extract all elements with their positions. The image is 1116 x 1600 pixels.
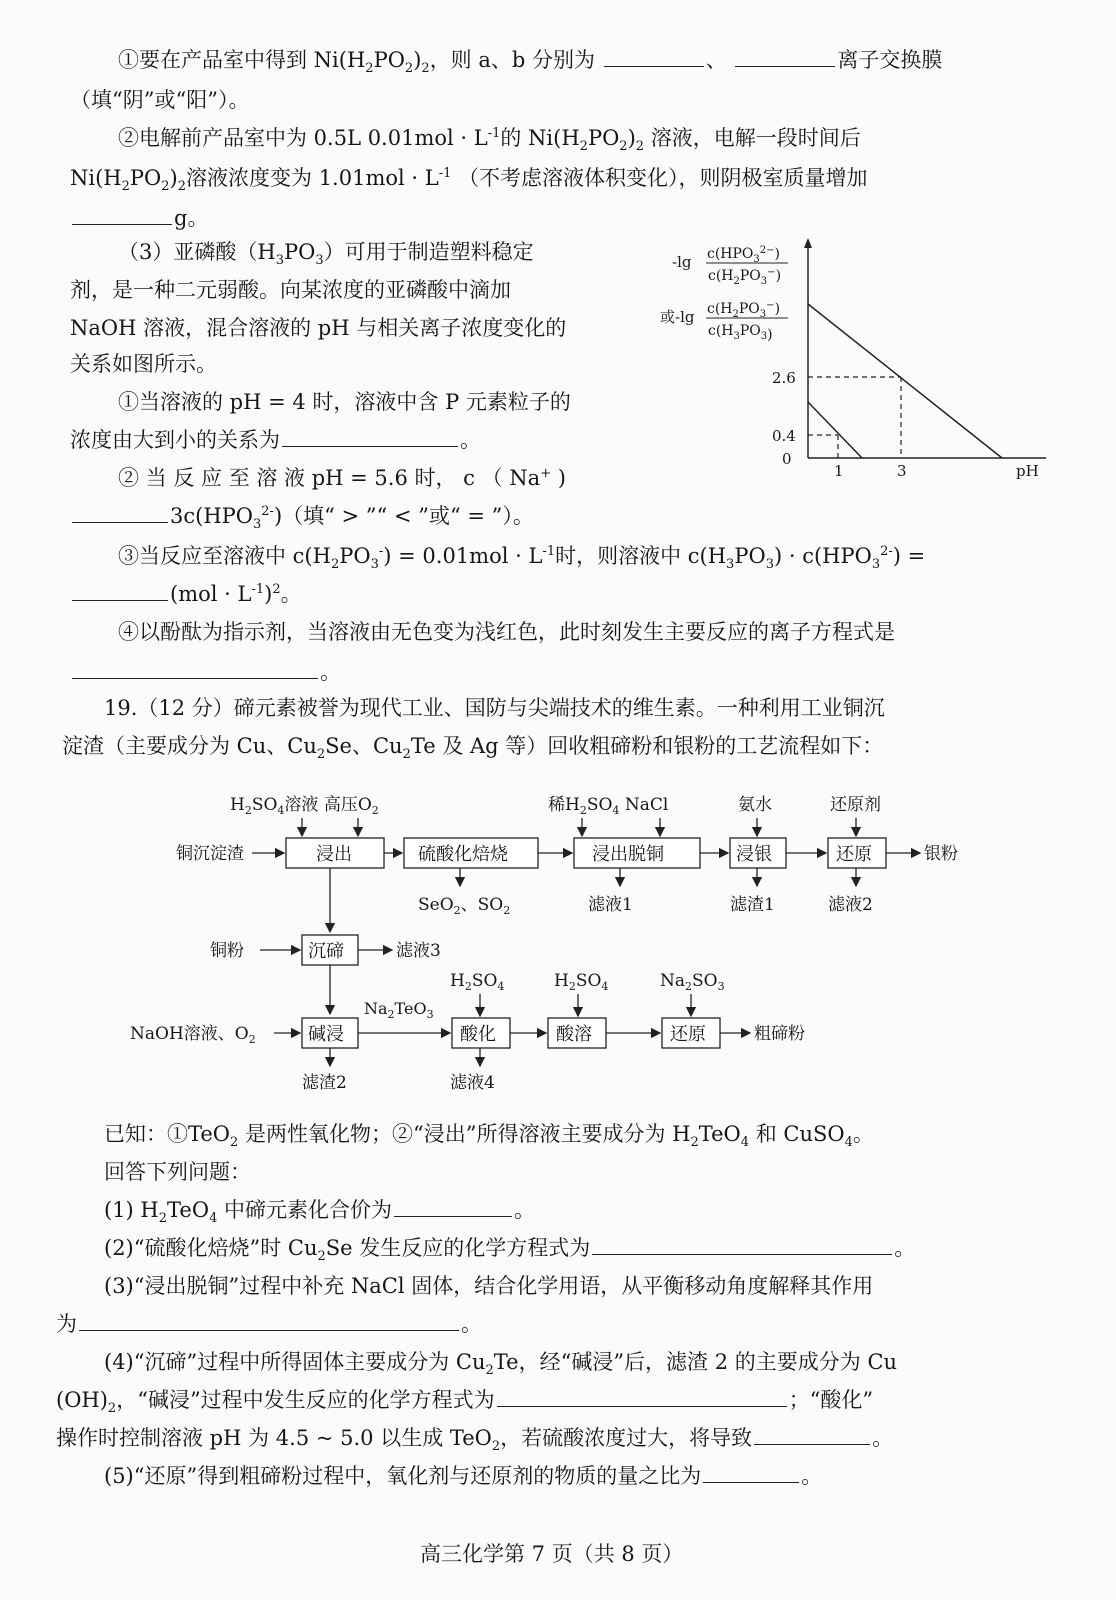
sub-q4: (4)“沉碲”过程中所得固体主要成分为 $Cu_2Te$，经“碱浸”后，滤渣 2 的主要成分为 Cu — [104, 1350, 898, 1379]
y-tick-2-6: 2.6 — [772, 369, 796, 387]
answer-blank-b[interactable] — [735, 46, 835, 67]
sub-q4-line3: 操作时控制溶液 pH 为 4.5 ~ 5.0 以生成 TeO$_2$，若硫酸浓度过大，将导致 。 — [56, 1426, 894, 1455]
p3-line-3: NaOH 溶液，混合溶液的 pH 与相关离子浓度变化的 — [70, 316, 567, 340]
q-line-5: g。 — [70, 204, 208, 232]
output-filtrate-4: 滤液4 — [450, 1073, 495, 1093]
input-copper-slag: 铜沉淀渣 — [176, 844, 244, 864]
box-roast-label: 硫酸化焙烧 — [418, 844, 508, 865]
reagent-naoh-o2: NaOH溶液、$O_2$ — [130, 1024, 256, 1046]
ylabel-1-text: -lg — [672, 253, 692, 271]
box-reduce-2-label: 还原 — [670, 1024, 706, 1045]
ylabel-2-num: $c(H_2PO_3^-)$ — [707, 300, 781, 320]
reagent-na2so3: $Na_2SO_3$ — [660, 971, 725, 993]
p3-line-9: ③当反应至溶液中 $c(H_2PO_3^-) = 0.01mol \cdot L^{-1}$时，则溶液中 $c(H_3PO_3) \cdot c(HPO_3^{2-})$ = — [118, 544, 926, 573]
ylabel-2-text: 或-lg — [660, 308, 695, 326]
p3-line-11: ④以酚酞为指示剂，当溶液由无色变为浅红色，此时刻发生主要反应的离子方程式是 — [118, 620, 895, 644]
answer-blank-product[interactable] — [72, 580, 168, 601]
origin-label: 0 — [782, 450, 792, 468]
answer-blank-order[interactable] — [282, 426, 458, 447]
p3-line-1: （3）亚磷酸$(H_3PO_3)$可用于制造塑料稳定 — [118, 240, 534, 269]
reagent-ammonia: 氨水 — [738, 795, 772, 815]
output-seo2-so2: SeO$_2$、$SO_2$ — [418, 895, 511, 917]
answer-blank-alkali-eq[interactable] — [497, 1386, 787, 1407]
ph-chart — [660, 236, 1060, 486]
answer-prompt: 回答下列问题： — [104, 1160, 251, 1184]
output-filtrate-1: 滤液1 — [588, 895, 633, 915]
answer-blank-ratio[interactable] — [703, 1462, 799, 1483]
p3-line-5: ①当溶液的 pH = 4 时，溶液中含 P 元素粒子的 — [118, 390, 571, 414]
sub-q3-line2: 为 。 — [56, 1312, 482, 1336]
ylabel-1-num: $c(HPO_3^{2-})$ — [707, 245, 781, 265]
reagent-h2so4-dissolve: $H_2SO_4$ — [554, 971, 609, 993]
output-filtrate-2: 滤液2 — [828, 895, 873, 915]
y-axis-arrow — [804, 238, 812, 248]
q19-title-2: 淀渣（主要成分为 Cu、$Cu_2Se$、$Cu_2Te$ 及 Ag 等）回收粗碲粉和银粉的工艺流程如下： — [62, 734, 884, 763]
box-precip-te-label: 沉碲 — [308, 941, 344, 962]
output-residue-2: 滤渣2 — [302, 1073, 347, 1093]
answer-blank-a[interactable] — [604, 46, 704, 67]
output-residue-1: 滤渣1 — [730, 895, 775, 915]
p3-line-8: $3c(HPO_3^{2-})$（填“ > ”“ < ”或“ = ”）。 — [70, 502, 534, 530]
reagent-dilute-h2so4-nacl: 稀$H_2SO_4$ NaCl — [548, 795, 669, 817]
x-axis-label: pH — [1016, 462, 1039, 480]
reagent-copper-powder: 铜粉 — [210, 941, 244, 961]
q-line-3: ②电解前产品室中为 0.5L $0.01mol \cdot L^{-1}$的 $Ni(H_2PO_2)_2$ 溶液，电解一段时间后 — [118, 126, 861, 155]
p3-line-12: 。 — [70, 658, 341, 686]
box-leach-label: 浸出 — [316, 844, 352, 865]
ylabel-1-den: $c(H_2PO_3^-)$ — [708, 267, 782, 287]
answer-blank-nacl[interactable] — [79, 1310, 459, 1331]
answer-blank-valence[interactable] — [394, 1196, 512, 1217]
x-tick-3: 3 — [897, 462, 907, 480]
reagent-h2so4-acidify: $H_2SO_4$ — [450, 971, 505, 993]
p3-line-6: 浓度由大到小的关系为 。 — [70, 428, 481, 452]
sub-q4-line2: $(OH)_2$，“碱浸”过程中发生反应的化学方程式为 ；“酸化” — [56, 1388, 874, 1417]
sub-q5: (5)“还原”得到粗碲粉过程中，氧化剂与还原剂的物质的量之比为 。 — [104, 1464, 823, 1488]
sub-q1: (1) $H_2TeO_4$ 中碲元素化合价为 。 — [104, 1198, 536, 1227]
answer-blank-mass[interactable] — [72, 204, 172, 225]
sub-q3: (3)“浸出脱铜”过程中补充 NaCl 固体，结合化学用语，从平衡移动角度解释其作用 — [104, 1274, 874, 1298]
answer-blank-ionic[interactable] — [72, 658, 318, 679]
label-na2teo3: $Na_2TeO_3$ — [364, 999, 434, 1021]
process-flowchart — [120, 780, 1000, 1100]
answer-blank-roast-eq[interactable] — [592, 1234, 892, 1255]
q-line-2: （填“阴”或“阳”）。 — [70, 88, 250, 112]
product-silver-powder: 银粉 — [924, 844, 958, 864]
product-crude-te: 粗碲粉 — [754, 1024, 805, 1044]
box-acidify-label: 酸化 — [460, 1024, 496, 1045]
q19-title: 19.（12 分）碲元素被誉为现代工业、国防与尖端技术的维生素。一种利用工业铜沉 — [104, 696, 885, 720]
ylabel-2-den: $c(H_3PO_3)$ — [708, 323, 773, 343]
box-reduce-1-label: 还原 — [836, 844, 872, 865]
y-tick-0-4: 0.4 — [772, 427, 796, 445]
q-line-1: ①要在产品室中得到 $Ni(H_2PO_2)_2$，则 a、b 分别为 、 离子交换膜 — [118, 48, 943, 77]
x-tick-1: 1 — [834, 462, 844, 480]
box-silver-leach-label: 浸银 — [736, 844, 772, 865]
answer-blank-acid-effect[interactable] — [754, 1424, 870, 1445]
output-filtrate-3: 滤液3 — [396, 941, 441, 961]
reagent-reductant: 还原剂 — [830, 795, 881, 815]
series-line-1 — [808, 402, 862, 458]
answer-blank-compare[interactable] — [72, 502, 168, 523]
p3-line-10: $(mol \cdot L^{-1})^2$。 — [70, 580, 302, 608]
p3-line-7: ② 当 反 应 至 溶 液 pH = 5.6 时， c （ Na+ ) — [118, 466, 566, 490]
known-line: 已知：①TeO$_2$ 是两性氧化物；②“浸出”所得溶液主要成分为 $H_2TeO_4$ 和 CuSO$_4$。 — [104, 1122, 874, 1151]
p3-line-2: 剂，是一种二元弱酸。向某浓度的亚磷酸中滴加 — [70, 278, 511, 302]
box-decu-label: 浸出脱铜 — [592, 844, 664, 865]
q-line-4: $Ni(H_2PO_2)_2$溶液浓度变为 $1.01mol \cdot L^{-1}$ （不考虑溶液体积变化），则阴极室质量增加 — [70, 166, 868, 195]
sub-q2: (2)“硫酸化焙烧”时 $Cu_2Se$ 发生反应的化学方程式为 。 — [104, 1236, 916, 1265]
p3-line-4: 关系如图所示。 — [70, 352, 217, 376]
box-alkali-leach-label: 碱浸 — [308, 1024, 344, 1045]
box-acid-dissolve-label: 酸溶 — [556, 1024, 592, 1045]
page-footer: 高三化学第 7 页（共 8 页） — [420, 1542, 684, 1566]
reagent-h2so4-o2: $H_2SO_4$溶液 高压$O_2$ — [230, 795, 379, 817]
